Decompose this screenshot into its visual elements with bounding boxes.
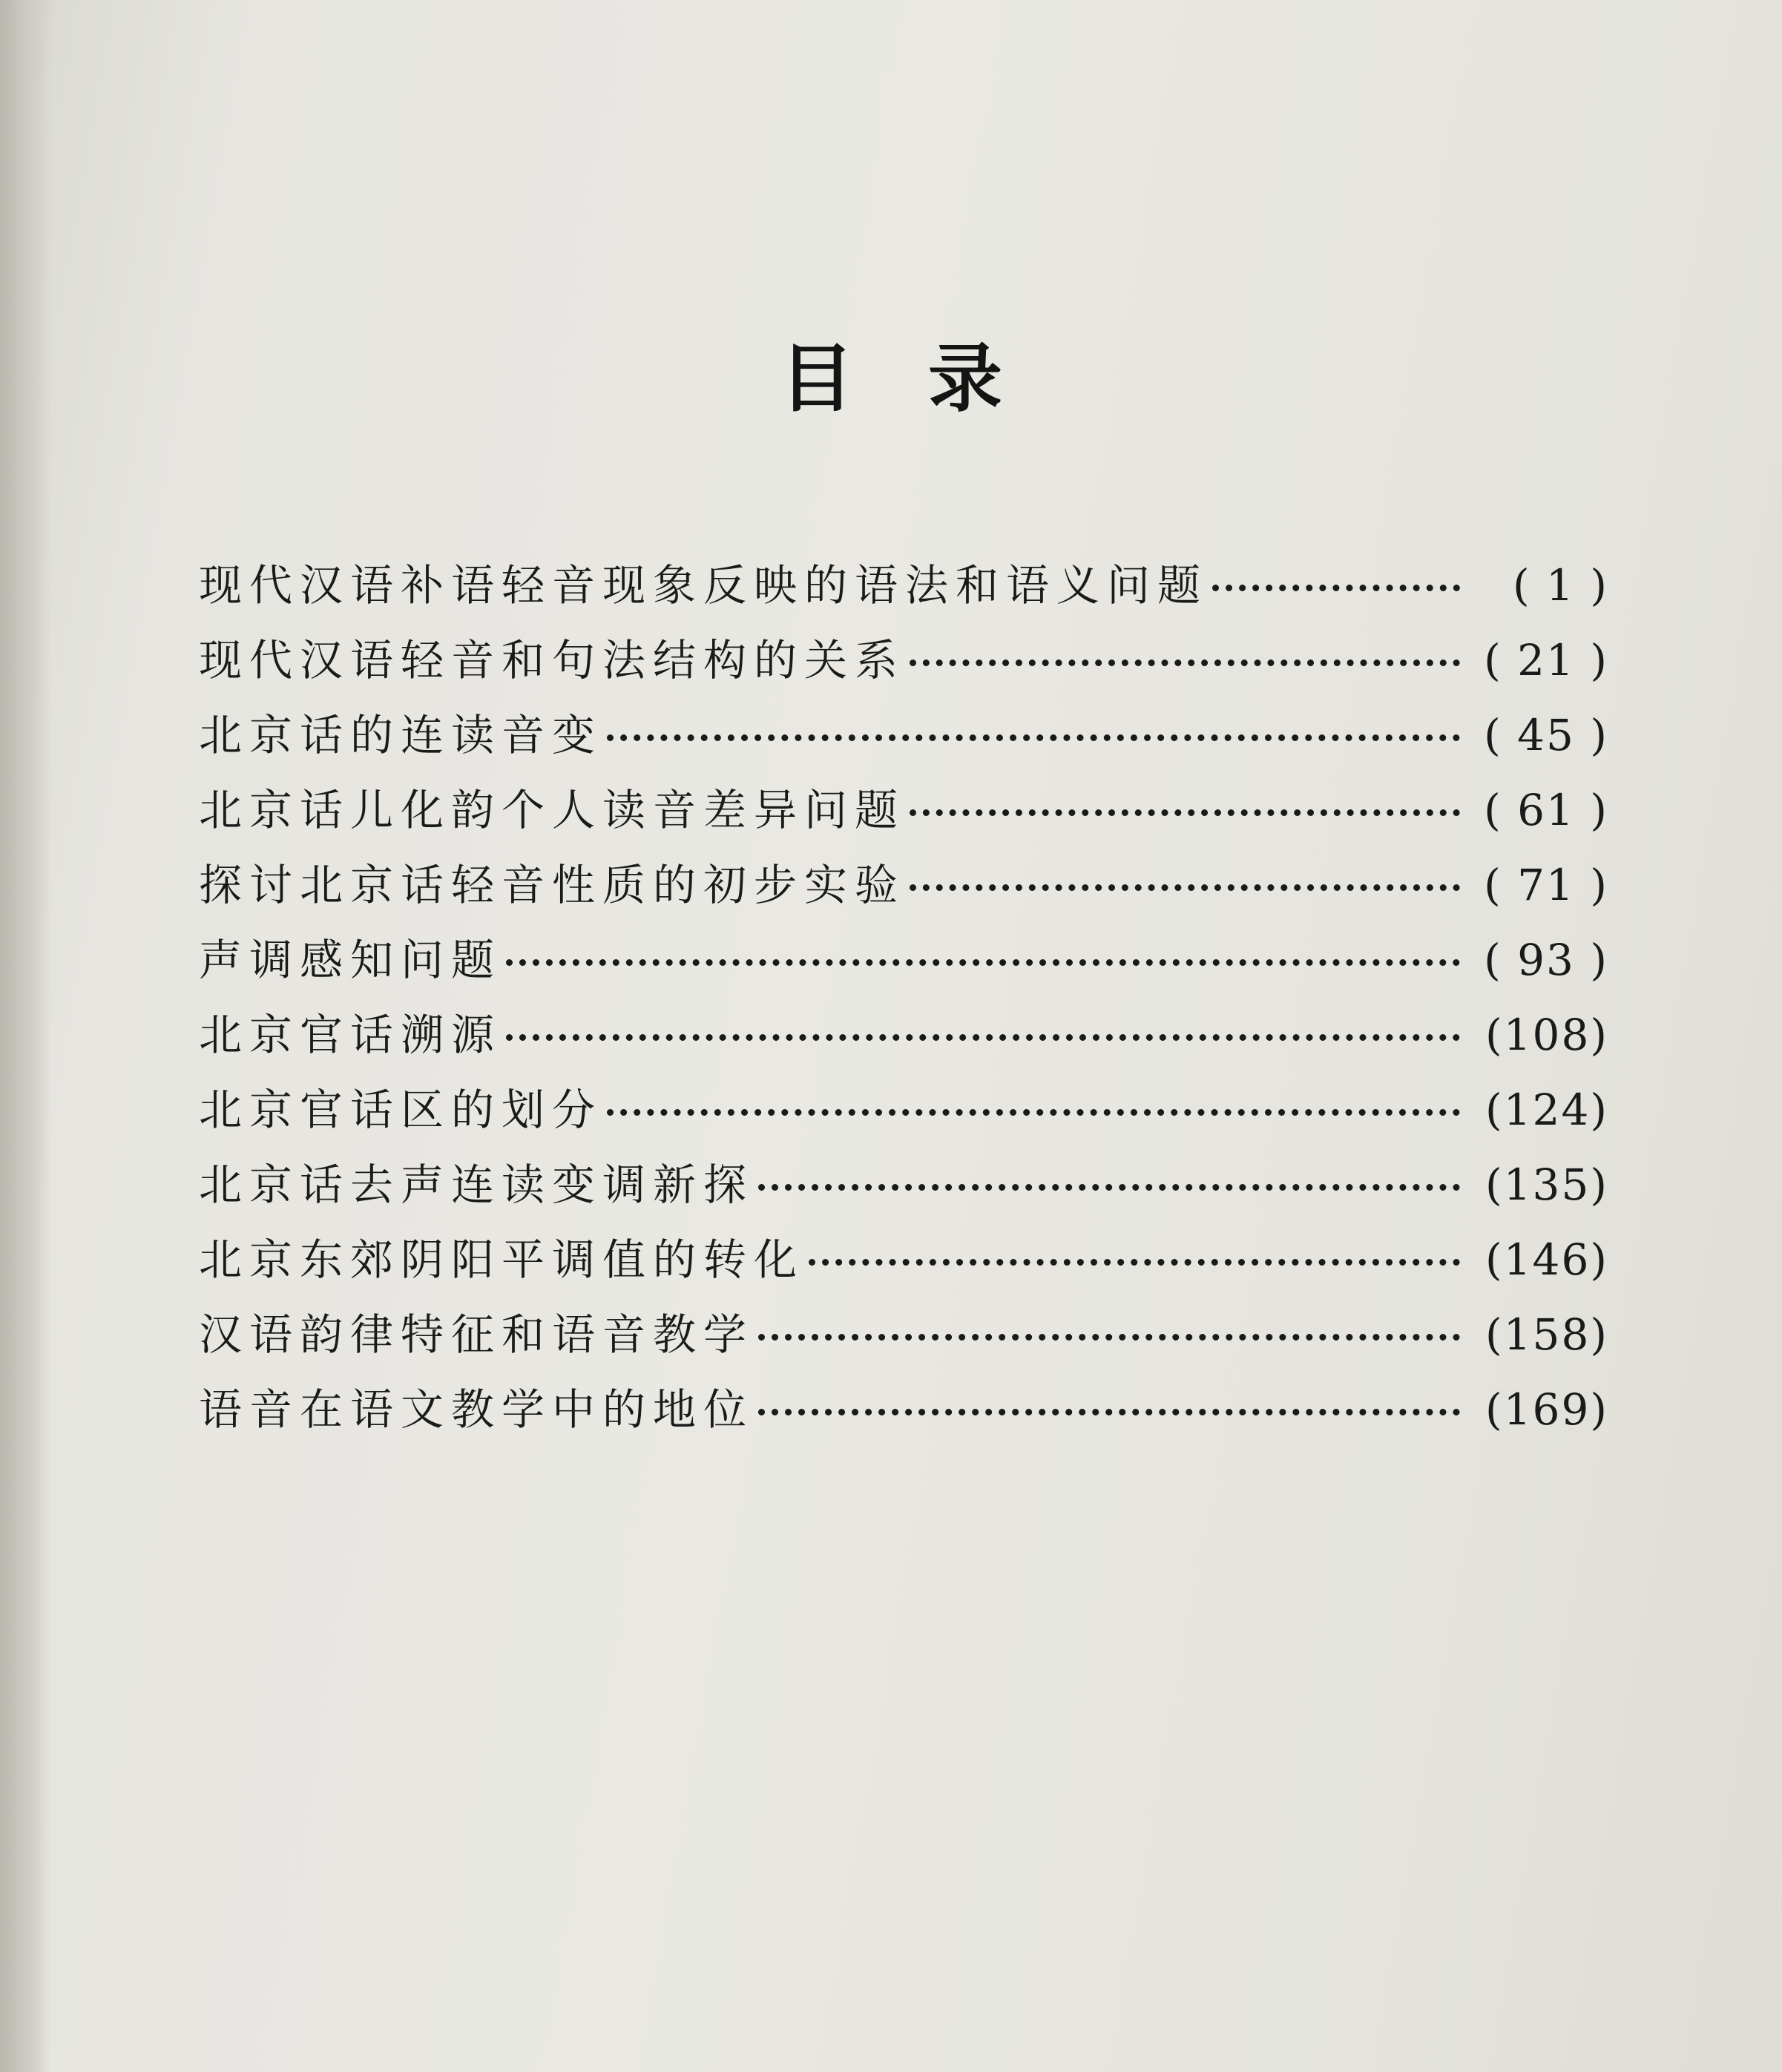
toc-entry-page: ( 45 ) xyxy=(1484,710,1608,760)
toc-entry xyxy=(199,775,1608,850)
toc-entry-title: 现代汉语轻音和句法结构的关系 xyxy=(199,635,906,685)
toc-entry xyxy=(199,1375,1608,1450)
page-title: 目 录 xyxy=(780,335,1002,422)
toc-entry xyxy=(199,1000,1608,1075)
toc-entry xyxy=(199,625,1608,700)
dot-leader xyxy=(1212,585,1460,591)
toc-entry-title: 北京东郊阴阳平调值的转化 xyxy=(199,1234,805,1285)
toc-entry-title: 北京话的连读音变 xyxy=(199,710,603,760)
toc-entry-page: (135) xyxy=(1485,1160,1608,1210)
binding-shadow xyxy=(0,0,52,2072)
toc-entry-page: ( 61 ) xyxy=(1484,785,1608,835)
toc-entry-page: ( 21 ) xyxy=(1484,635,1608,685)
dot-leader xyxy=(607,734,1460,741)
toc-entry-title: 北京官话区的划分 xyxy=(199,1085,603,1135)
toc-entry-page: (124) xyxy=(1485,1085,1608,1135)
toc-entry-title: 语音在语文教学中的地位 xyxy=(199,1384,754,1435)
toc-entry xyxy=(199,1225,1608,1300)
toc-entry-page: ( 71 ) xyxy=(1484,860,1608,910)
toc-entry-title: 声调感知问题 xyxy=(199,935,502,985)
dot-leader xyxy=(809,1259,1460,1266)
toc-entry xyxy=(199,1150,1608,1225)
toc-entry-title: 北京话儿化韵个人读音差异问题 xyxy=(199,785,906,835)
dot-leader xyxy=(910,884,1460,891)
toc-entry-title: 探讨北京话轻音性质的初步实验 xyxy=(199,860,906,910)
toc-entry-page: ( 93 ) xyxy=(1484,935,1608,985)
dot-leader xyxy=(607,1109,1460,1116)
toc-entry-page: (158) xyxy=(1485,1309,1608,1360)
dot-leader xyxy=(910,660,1460,666)
toc-entry xyxy=(199,1300,1608,1375)
toc-entry-title: 现代汉语补语轻音现象反映的语法和语义问题 xyxy=(199,560,1209,611)
dot-leader xyxy=(758,1409,1460,1415)
toc-entry-title: 北京话去声连读变调新探 xyxy=(199,1160,754,1210)
toc-entry-page: (146) xyxy=(1485,1234,1608,1285)
dot-leader xyxy=(506,1034,1460,1041)
toc-entry-page: (108) xyxy=(1485,1010,1608,1060)
dot-leader xyxy=(758,1184,1460,1191)
table-of-contents xyxy=(199,550,1608,1450)
toc-entry xyxy=(199,550,1608,625)
dot-leader xyxy=(506,959,1460,966)
toc-entry xyxy=(199,850,1608,925)
dot-leader xyxy=(910,809,1460,816)
toc-entry xyxy=(199,925,1608,1000)
toc-entry-title: 北京官话溯源 xyxy=(199,1010,502,1060)
toc-entry-title: 汉语韵律特征和语音教学 xyxy=(199,1309,754,1360)
toc-entry xyxy=(199,700,1608,775)
toc-entry xyxy=(199,1075,1608,1150)
dot-leader xyxy=(758,1334,1460,1341)
toc-entry-page: ( 1 ) xyxy=(1512,560,1608,611)
toc-entry-page: (169) xyxy=(1485,1384,1608,1435)
